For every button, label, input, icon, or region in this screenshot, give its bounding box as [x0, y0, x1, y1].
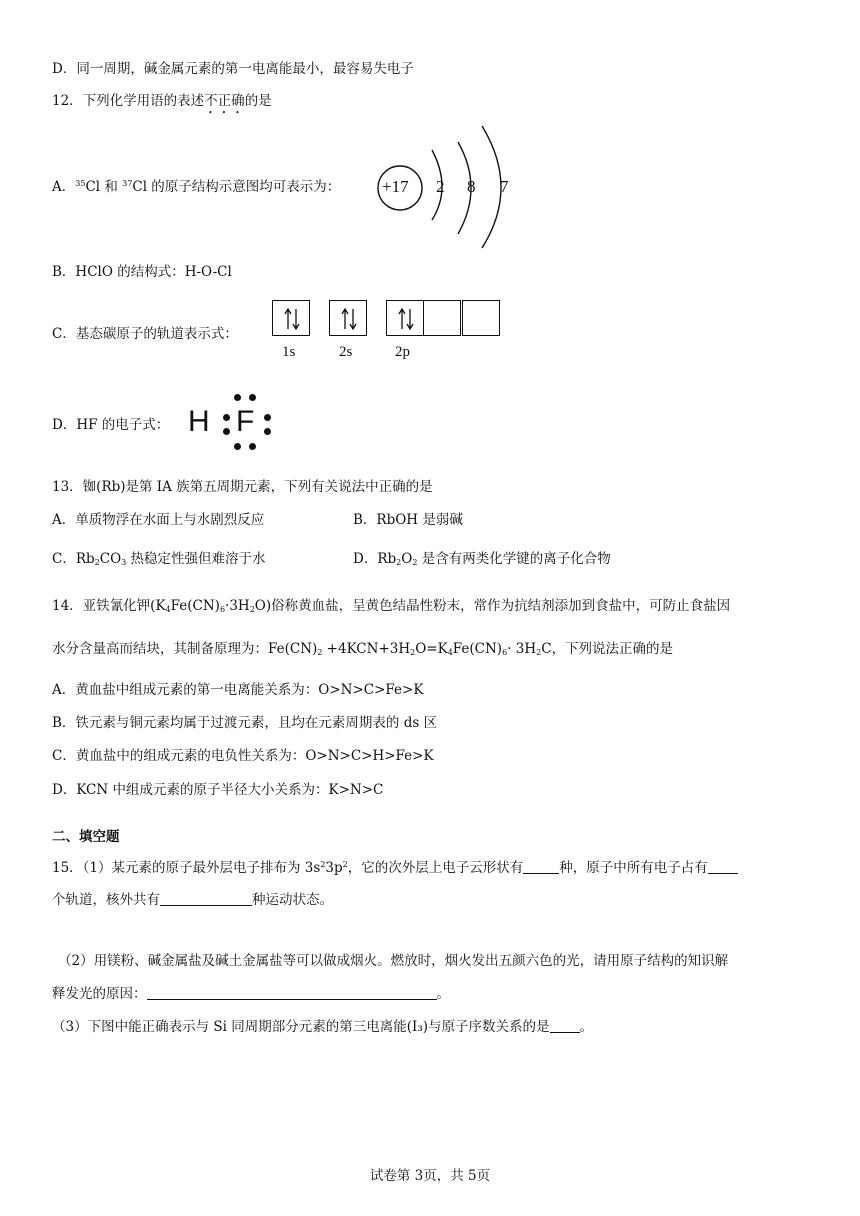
q14-l2-s4: 6 [502, 648, 508, 657]
q14-l1-a: 14．亚铁氰化钾( [52, 598, 156, 614]
q15-part2-line2 [52, 985, 450, 1003]
answer-blank[interactable] [147, 986, 437, 1000]
q14-l2-f4: Fe(CN) [452, 641, 503, 657]
orbital-box-2p-3 [462, 300, 500, 336]
answer-blank[interactable] [708, 860, 738, 874]
q14-l1-s1: 4 [165, 605, 171, 614]
q14-l2-a: 水分含量高而结块，其制备原理为： [52, 641, 268, 657]
q14-l2-f2: +4KCN+3H [322, 641, 411, 657]
shell-2-count: 8 [467, 177, 476, 196]
q13-d-prefix: D．Rb [353, 551, 397, 567]
q12-option-d: D．HF 的电子式： [52, 417, 170, 433]
q14-l1-f3: ·3H [225, 598, 250, 614]
hf-h-symbol: H [188, 405, 210, 438]
q12-stem [52, 92, 272, 117]
paired-arrows-icon [282, 307, 302, 331]
q12-option-c: C．基态碳原子的轨道表示式： [52, 326, 238, 342]
q14-l1-s2: 6 [219, 605, 226, 614]
q13-c-suffix: 热稳定性强但难溶于水 [126, 551, 266, 567]
q14-l2-f6: C [541, 641, 552, 657]
q14-l2-s5: 2 [536, 648, 542, 657]
electron-dot [249, 394, 256, 401]
q15-l1-b: 3p [325, 860, 343, 876]
q14-l2-f1: Fe(CN) [268, 641, 318, 657]
q14-option-b: B．铁元素与铜元素均属于过渡元素，且均在元素周期表的 ds 区 [52, 715, 438, 731]
hf-electron-dot-formula [186, 390, 282, 454]
q13-d-sub1: 2 [396, 558, 402, 567]
q15-l2-b: 种运动状态。 [252, 892, 333, 908]
q15-l1-sup1: 2 [320, 860, 326, 869]
q15-part1-line1 [52, 859, 738, 877]
q15-p3-b: 。 [579, 1019, 594, 1035]
q12-a-prefix: A． [52, 179, 76, 195]
q13-d-mid: O [401, 551, 413, 567]
q13-d-suffix: 是含有两类化学键的离子化合物 [417, 551, 611, 567]
shell-arc-3 [482, 126, 501, 248]
q13-option-d [353, 550, 611, 568]
orbital-label-2p: 2p [395, 344, 410, 360]
q15-part3 [52, 1018, 593, 1036]
electron-dot [234, 443, 241, 450]
q11-option-d: D．同一周期，碱金属元素的第一电离能最小，最容易失电子 [52, 61, 414, 77]
electron-dot [223, 414, 230, 421]
q14-l1-f4: O) [254, 598, 272, 614]
paired-arrows-icon [339, 307, 359, 331]
q13-option-a: A．单质物浮在水面上与水剧烈反应 [52, 512, 265, 528]
q15-part1-line2 [52, 891, 333, 909]
q12-a-iso2-mass: 37 [122, 179, 133, 188]
q13-c-prefix: C．Rb [52, 551, 95, 567]
q12-stem-emphasis: 不正确 [204, 93, 245, 109]
q14-l2-f5: · 3H [507, 641, 537, 657]
q12-a-iso1-mass: 35 [75, 179, 86, 188]
q12-stem-prefix: 12．下列化学用语的表述 [52, 93, 205, 109]
q13-option-b: B．RbOH 是弱碱 [353, 512, 463, 528]
q14-stem-line2 [52, 640, 673, 658]
answer-blank[interactable] [523, 860, 559, 874]
shell-1-count: 2 [436, 177, 445, 196]
electron-dot [264, 428, 271, 435]
answer-blank[interactable] [550, 1019, 580, 1033]
paired-arrows-icon [396, 307, 416, 331]
q14-l1-f1: K [155, 598, 166, 614]
section-title: 二、填空题 [52, 829, 120, 845]
shell-3-count: 7 [500, 177, 509, 196]
answer-blank[interactable] [160, 892, 252, 906]
q14-stem-line1 [52, 597, 730, 615]
orbital-box-2p-2 [423, 300, 461, 336]
q14-option-d: D．KCN 中组成元素的原子半径大小关系为：K>N>C [52, 782, 384, 798]
q15-p2-l2: 释发光的原因： [52, 986, 147, 1002]
q15-part2-line1: （2）用镁粉、碱金属盐及碱土金属盐等可以做成烟火。燃放时，烟火发出五颜六色的光，请用原子结构的知识解 [58, 953, 729, 969]
orbital-diagram [272, 300, 512, 370]
q13-option-c [52, 550, 266, 568]
q14-l1-f2: Fe(CN) [170, 598, 220, 614]
q14-l1-b: 俗称黄血盐，呈黄色结晶性粉末，常作为抗结剂添加到食盐中，可防止食盐因 [271, 598, 731, 614]
page-footer: 试卷第 3页，共 5页 [369, 1168, 491, 1184]
electron-dot [264, 414, 271, 421]
q14-option-c: C．黄血盐中的组成元素的电负性关系为：O>N>C>H>Fe>K [52, 748, 434, 764]
orbital-box-1s [272, 300, 310, 336]
q12-a-iso1: Cl 和 [85, 179, 123, 195]
q13-stem: 13．铷(Rb)是第 IA 族第五周期元素，下列有关说法中正确的是 [52, 479, 433, 495]
q14-l2-s3: 4 [447, 648, 453, 657]
q15-l1-sup2: 2 [342, 860, 348, 869]
q14-l2-b: ，下列说法正确的是 [551, 641, 674, 657]
q15-p3-a: （3）下图中能正确表示与 Si 同周期部分元素的第三电离能(I₃)与原子序数关系的是 [52, 1019, 550, 1035]
q12-option-a [52, 178, 340, 196]
electron-dot [249, 443, 256, 450]
nucleus-charge: +17 [382, 177, 409, 196]
q14-option-a: A．黄血盐中组成元素的第一电离能关系为：O>N>C>Fe>K [52, 682, 424, 698]
q14-l1-s3: 2 [249, 605, 255, 614]
q12-stem-suffix: 的是 [244, 93, 272, 109]
q13-c-sub1: 2 [94, 558, 100, 567]
q14-l2-f3: O=K [415, 641, 448, 657]
q15-l2-a: 个轨道，核外共有 [52, 892, 160, 908]
q13-d-sub2: 2 [412, 558, 418, 567]
orbital-box-2p-1 [386, 300, 424, 336]
atom-structure-diagram [370, 122, 530, 252]
q14-l2-s2: 2 [410, 648, 416, 657]
orbital-label-1s: 1s [282, 344, 296, 360]
q15-l1-c: ，它的次外层上电子云形状有 [347, 860, 524, 876]
q15-p2-l2-end: 。 [436, 986, 450, 1002]
q12-a-iso2: Cl 的原子结构示意图均可表示为： [132, 179, 341, 195]
q13-c-mid: CO [99, 551, 122, 567]
q12-option-b: B．HClO 的结构式：H-O-Cl [52, 264, 232, 280]
electron-dot [223, 428, 230, 435]
q13-c-sub2: 3 [121, 558, 127, 567]
q15-l1-a: 15．（1）某元素的原子最外层电子排布为 3s [52, 860, 321, 876]
orbital-box-2s [329, 300, 367, 336]
q14-l2-s1: 2 [317, 648, 323, 657]
hf-f-symbol: F [236, 405, 255, 438]
orbital-label-2s: 2s [339, 344, 353, 360]
electron-dot [234, 394, 241, 401]
q15-l1-d: 种，原子中所有电子占有 [559, 860, 708, 876]
